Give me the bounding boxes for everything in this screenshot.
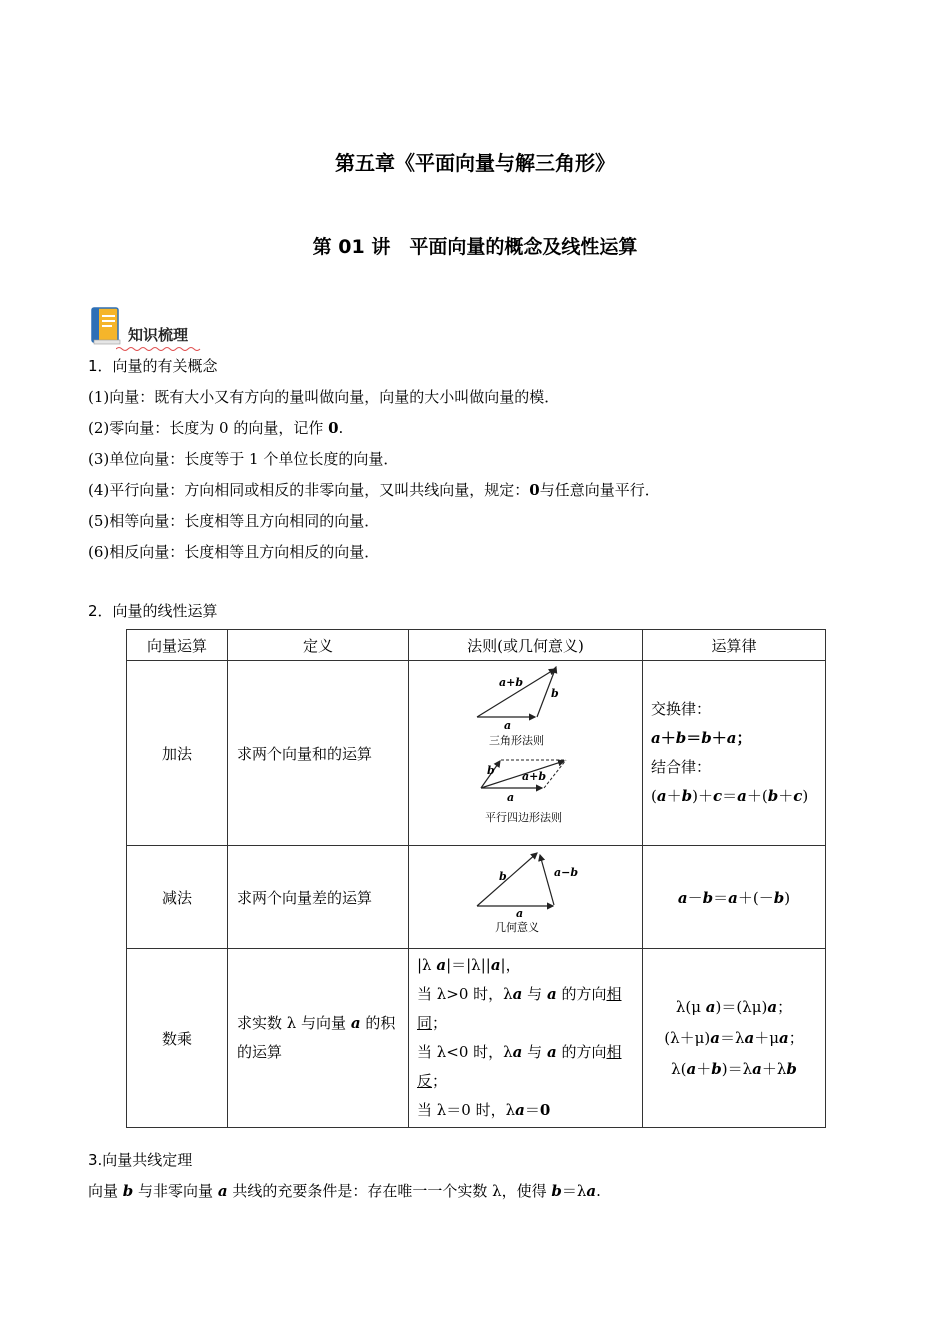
subtraction-definition: 求两个向量差的运算 (228, 846, 409, 949)
subtraction-diagram (409, 846, 642, 944)
rule-magnitude: |λ a|＝|λ||a|， (417, 956, 521, 974)
sub-caption: 几何意义 (495, 921, 539, 934)
header-law: 运算律 (643, 630, 826, 661)
section2-heading: 2．向量的线性运算 (88, 602, 218, 620)
tri-label-sum: a+b (499, 676, 524, 689)
section1-heading: 1．向量的有关概念 (88, 357, 218, 375)
addition-name: 加法 (127, 661, 228, 846)
tri-label-a: a (504, 719, 512, 732)
addition-laws (643, 661, 826, 846)
rule-zero: 当 λ＝0 时，λa＝0 (417, 1101, 551, 1119)
addition-definition: 求两个向量和的运算 (228, 661, 409, 846)
linear-operations-table (126, 629, 826, 1128)
header-rule: 法则(或几何意义) (409, 630, 643, 661)
associative-label: 结合律： (651, 758, 712, 776)
sub-label-a: a (516, 907, 524, 920)
header-operation: 向量运算 (127, 630, 228, 661)
concept-vector: (1)向量：既有大小又有方向的量叫做向量，向量的大小叫做向量的模． (88, 388, 560, 406)
rule-negative: 当 λ<0 时，λa 与 a 的方向相 反； (417, 1043, 622, 1090)
table-header-row (127, 630, 826, 661)
concept-unit-vector: (3)单位向量：长度等于 1 个单位长度的向量． (88, 450, 399, 468)
subtraction-name: 减法 (127, 846, 228, 949)
book-icon (90, 306, 124, 346)
sub-label-diff: a−b (554, 866, 579, 879)
sub-label-b: b (499, 870, 507, 883)
tri-caption: 三角形法则 (489, 734, 544, 747)
knowledge-badge (90, 306, 210, 348)
law-distributive-vector: λ(a＋b)＝λa＋λb (671, 1059, 797, 1078)
par-label-a: a (507, 791, 515, 804)
addition-figures (409, 661, 643, 846)
tri-label-b: b (551, 687, 559, 700)
commutative-law: a＋b＝b＋a； (651, 729, 752, 747)
addition-diagram (409, 661, 642, 841)
concept-parallel-vector: (4)平行向量：方向相同或相反的非零向量，又叫共线向量，规定：0与任意向量平行． (88, 481, 660, 499)
multiplication-laws (643, 949, 826, 1128)
lesson-title: 第 01 讲 平面向量的概念及线性运算 (312, 236, 638, 258)
collinear-theorem: 向量 b 与非零向量 a 共线的充要条件是：存在唯一一个实数 λ，使得 b＝λa. (88, 1182, 601, 1200)
multiplication-definition: 求实数 λ 与向量 a 的积 的运算 (228, 949, 409, 1128)
subtraction-law: a－b＝a＋(－b) (643, 846, 826, 949)
law-distributive-scalar: (λ＋μ)a＝λa＋μa； (664, 1028, 804, 1047)
subtraction-figure (409, 846, 643, 949)
multiplication-rules (409, 949, 643, 1128)
header-definition: 定义 (228, 630, 409, 661)
commutative-label: 交换律： (651, 700, 712, 718)
par-caption: 平行四边形法则 (485, 811, 562, 824)
concept-equal-vector: (5)相等向量：长度相等且方向相同的向量． (88, 512, 380, 530)
concept-zero-vector: (2)零向量：长度为 0 的向量，记作 0. (88, 419, 344, 437)
chapter-title: 第五章《平面向量与解三角形》 (335, 151, 615, 175)
wave-underline (116, 346, 202, 351)
associative-law: (a＋b)＋c＝a＋(b＋c) (651, 787, 809, 805)
multiplication-name: 数乘 (127, 949, 228, 1128)
badge-label: 知识梳理 (128, 326, 189, 344)
table-row-scalar-multiplication (127, 949, 826, 1128)
rule-positive: 当 λ>0 时，λa 与 a 的方向相 同； (417, 985, 622, 1032)
law-associative-scalar: λ(μ a)＝(λμ)a； (675, 997, 793, 1016)
sub-vector-b (477, 853, 537, 906)
par-label-b: b (487, 764, 495, 777)
section3-heading: 3.向量共线定理 (88, 1151, 193, 1169)
par-label-sum: a+b (522, 770, 547, 783)
table-row-subtraction (127, 846, 826, 949)
table-row-addition (127, 661, 826, 846)
sub-vector-diff (540, 855, 554, 905)
concept-opposite-vector: (6)相反向量：长度相等且方向相反的向量． (88, 543, 380, 561)
